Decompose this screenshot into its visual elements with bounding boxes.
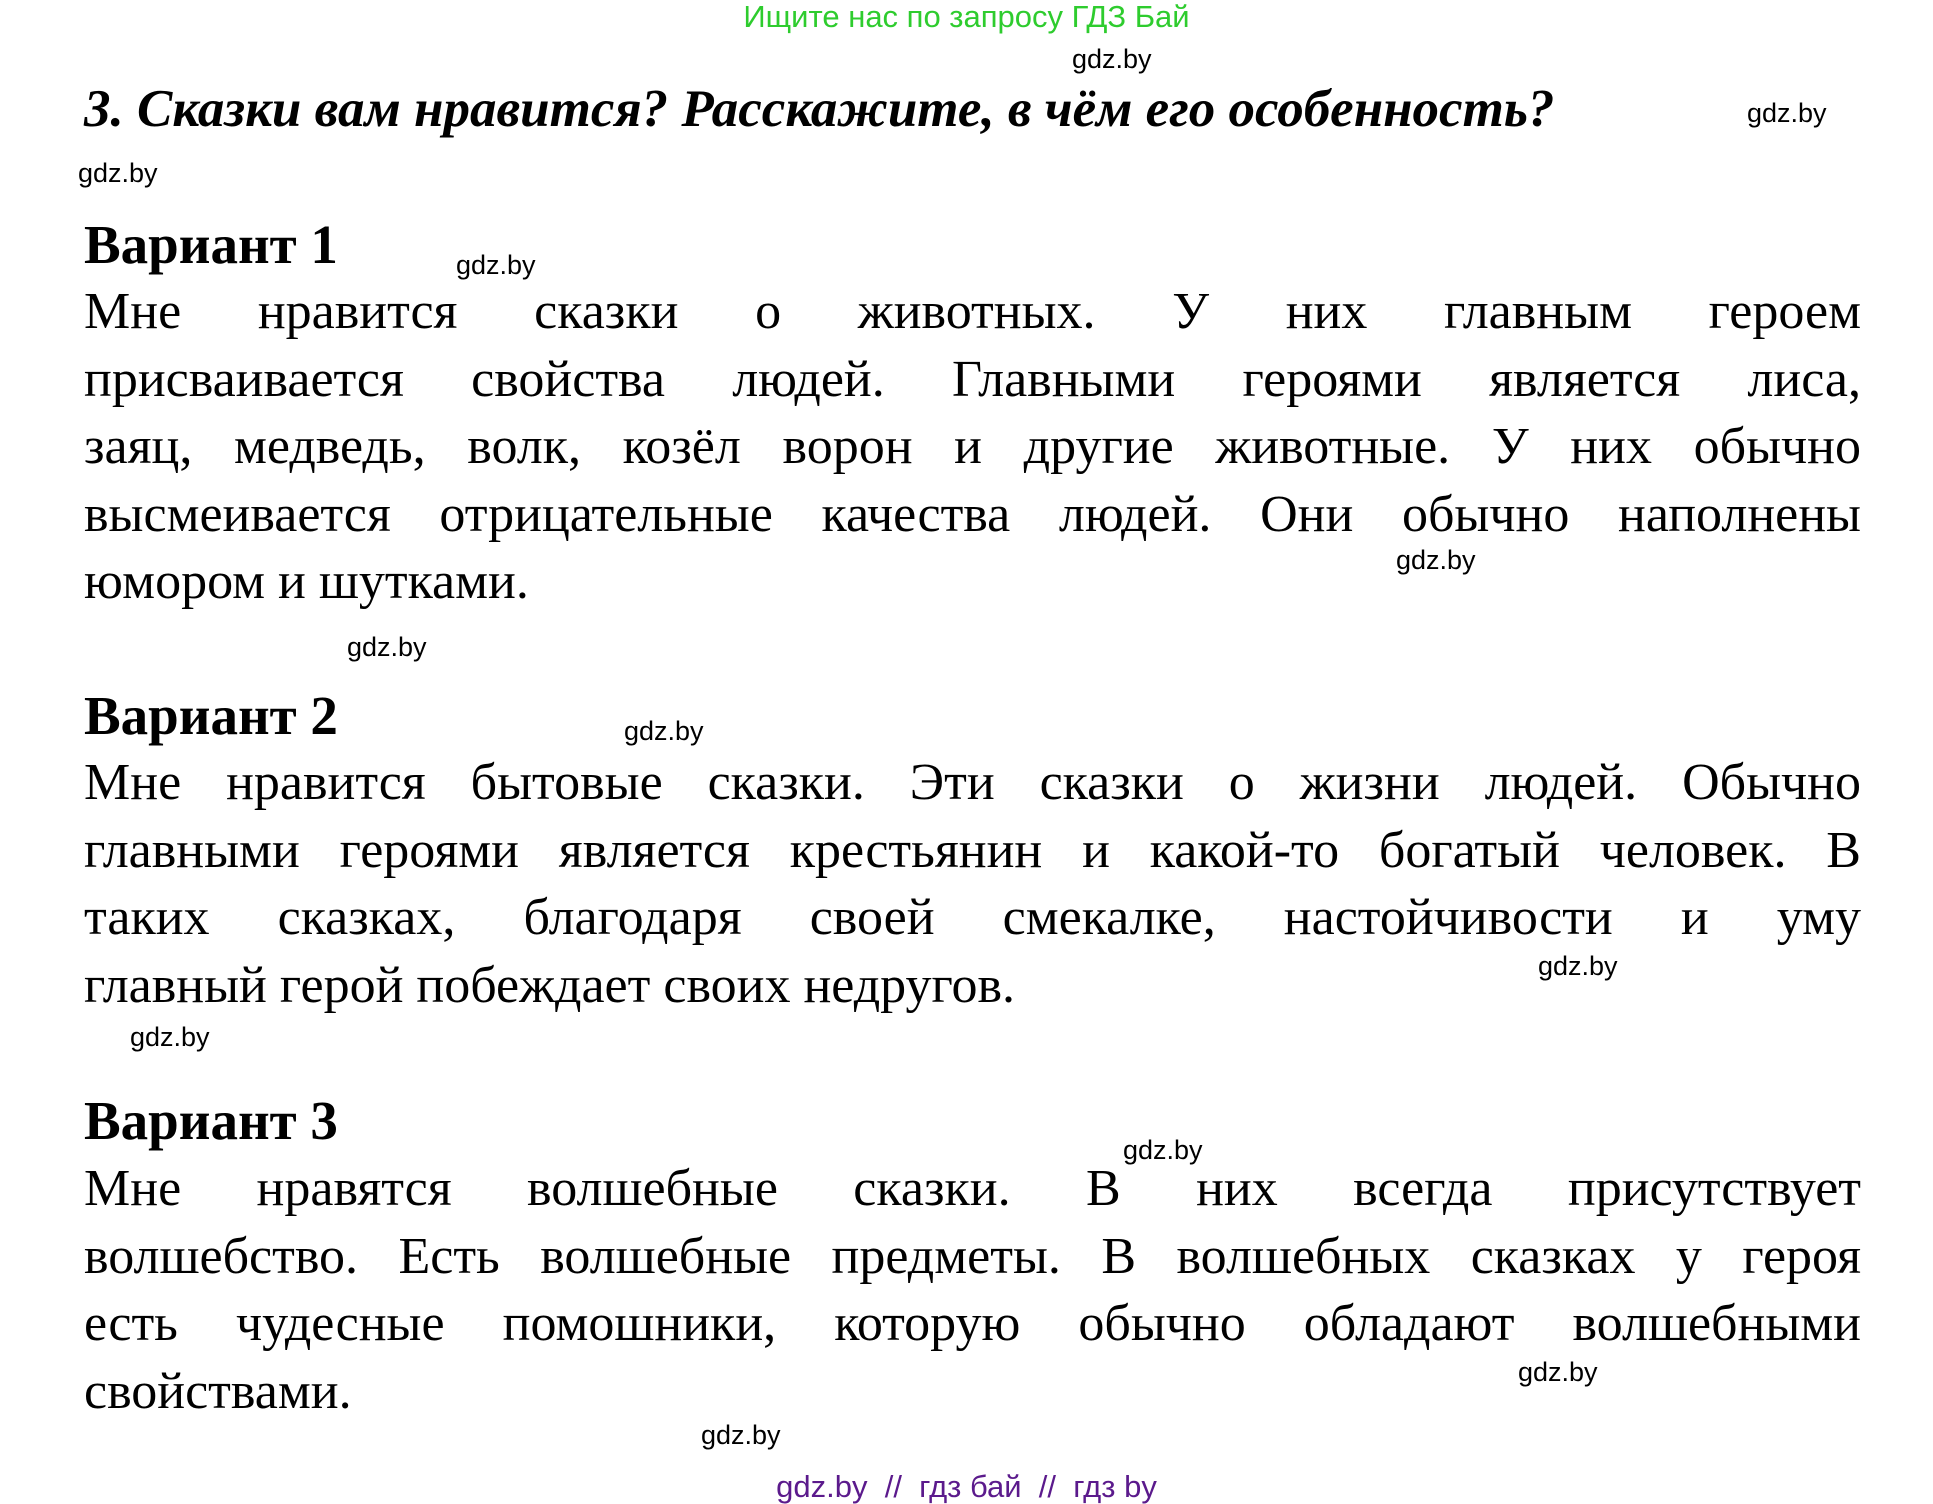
watermark: gdz.by xyxy=(701,1420,781,1450)
text-line: юмором и шутками. xyxy=(84,553,529,610)
text-line: присваивается свойства людей. Главными героями является лиса, xyxy=(84,350,1861,408)
text-line: есть чудесные помошники, которую обычно обладают волшебными xyxy=(84,1295,1861,1352)
variant-1-text xyxy=(84,278,1861,616)
watermark: gdz.by xyxy=(1072,44,1152,74)
watermark: gdz.by xyxy=(456,250,536,280)
watermark: gdz.by xyxy=(1396,545,1476,575)
variant-2-heading: Вариант 2 xyxy=(84,685,338,746)
watermark: gdz.by xyxy=(347,632,427,662)
text-line: свойствами. xyxy=(84,1362,352,1420)
text-line: Мне нравятся волшебные сказки. В них всегда присутствует xyxy=(84,1160,1861,1217)
watermark: gdz.by xyxy=(1518,1357,1598,1387)
text-line: высмеивается отрицательные качества людей. Они обычно наполнены xyxy=(84,485,1861,543)
text-line: Мне нравится сказки о животных. У них главным героем xyxy=(84,283,1861,340)
watermark: gdz.by xyxy=(624,716,704,746)
search-banner: Ищите нас по запросу ГДЗ Бай xyxy=(743,0,1190,34)
text-line: волшебство. Есть волшебные предметы. В волшебных сказках у героя xyxy=(84,1227,1861,1285)
text-line: главными героями является крестьянин и какой-то богатый человек. В xyxy=(84,821,1861,879)
text-line: заяц, медведь, волк, козёл ворон и другие животные. У них обычно xyxy=(84,418,1861,475)
task-title: 3. Сказки вам нравится? Расскажите, в чём его особенность? xyxy=(84,80,1555,138)
footer-links: gdz.by // гдз бай // гдз by xyxy=(776,1469,1157,1504)
watermark: gdz.by xyxy=(1747,98,1827,128)
text-line: Мне нравится бытовые сказки. Эти сказки о жизни людей. Обычно xyxy=(84,754,1861,811)
text-line: главный герой побеждает своих недругов. xyxy=(84,956,1016,1014)
variant-3-heading: Вариант 3 xyxy=(84,1090,338,1151)
variant-1-heading: Вариант 1 xyxy=(84,214,338,275)
text-line: таких сказках, благодаря своей смекалке, настойчивости и уму xyxy=(84,889,1861,946)
watermark: gdz.by xyxy=(78,158,158,188)
watermark: gdz.by xyxy=(130,1022,210,1052)
watermark: gdz.by xyxy=(1538,951,1618,981)
watermark: gdz.by xyxy=(1123,1135,1203,1165)
